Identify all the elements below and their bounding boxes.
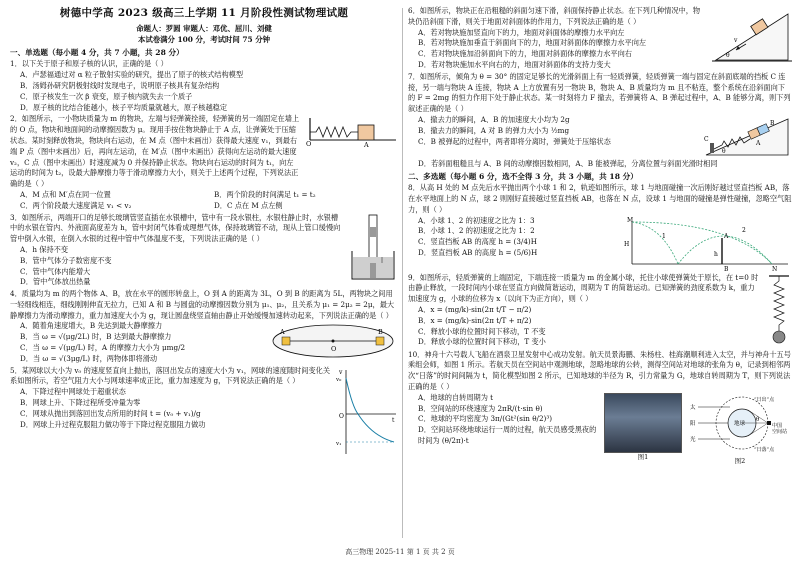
option-a: A．小球 1、2 的初速度之比为 1：3 (418, 215, 535, 225)
option-c: C．网球从抛出到落回出发点所用的时间 t = (v₀ + v₁)/g (20, 408, 201, 418)
option-d: D．释放小球的位置时间下移动，T 变小 (418, 337, 546, 347)
option-d: D．C 点在 M 点左侧 (214, 200, 283, 210)
option-c: C．B 被弹起的过程中，两者即将分离时，弹簧处于压缩状态 (418, 136, 611, 146)
label-b: B (770, 119, 775, 127)
option-c: C．若对物块施加沿斜面向下的力，地面对斜面体的摩擦力水平向右 (418, 49, 632, 59)
label-theta: θ (722, 147, 726, 155)
label-space-station: 空间站 (772, 428, 788, 435)
option-b: B．两个阶段的时间满足 t₁ = t₂ (214, 189, 316, 199)
right-column (408, 6, 792, 467)
label-c: C (704, 135, 709, 143)
option-a: A．地球的自转周期为 t (418, 392, 494, 402)
question-4 (10, 289, 398, 365)
label-sun: 太 (690, 404, 696, 411)
label-o: O (306, 140, 312, 149)
question-stem: 2．如图所示，一小物块质量为 m 的物块，左端与轻弹簧拴接，轻弹簧的另一端固定在墙上的 O 点，物块和地面间的动摩擦因数为 μ。现用手按住物块静止于 A 点，让弹簧处于压缩状态。某时刻释放物块，物块向右运动，在 M 点（图中未画出）获得最大速度 v₁，到最右端 P 点（图中未画出）后，再向左运动，在 M′点（图中未画出）获得向左运动的最大速度 v₂，C 点（图中未画出）时速度减为 0 并保持静止状态。物块向右运动的时间为 t₁，向左运动的时间为 t₂，设最大静摩擦力等于滑动摩擦力大小，则关于上述两个过程，下列说法正确的是（ ） (10, 114, 300, 189)
label-ball-1: 1 (662, 232, 666, 240)
question-2 (10, 114, 398, 211)
option-c: C．管中气体内能增大 (20, 266, 91, 276)
question-9 (408, 273, 792, 349)
option-b: B．管中气体分子数密度不变 (20, 255, 112, 265)
spring-block-figure (306, 114, 398, 148)
option-d: D．网球上升过程克服阻力做功等于下降过程克服阻力做功 (20, 419, 206, 429)
label-sunset-point: “日落”点 (754, 446, 775, 453)
question-3 (10, 213, 398, 289)
left-column (10, 6, 398, 459)
option-a: A．撤去力的瞬间，A、B 的加速度大小均为 2g (418, 114, 570, 124)
question-1 (10, 59, 398, 113)
option-a: A．x = (mg/k)·sin(2π t/T − π/2) (418, 304, 532, 314)
label-v: v (734, 37, 738, 44)
label-v1: v₁ (336, 440, 342, 447)
option-b: B．若对物块施加垂直于斜面向下的力，地面对斜面体的摩擦力水平向左 (418, 38, 647, 48)
column-divider (402, 8, 403, 538)
option-d: D．原子核的比结合能越小，核子平均质量就越大，原子核越稳定 (20, 102, 228, 112)
question-stem: 5．某网球以大小为 v₀ 的速度竖直向上抛出，落回出发点的速度大小为 v₁，网球的速度随时间变化关系如图所示，若空气阻力大小与网球速率成正比，重力加速度为 g，下列说法正确的是（ ） (10, 365, 331, 386)
option-a: A．随着角速度增大，B 先达到最大静摩擦力 (20, 321, 163, 331)
spring-ball-figure (766, 273, 792, 349)
label-n: N (772, 265, 778, 272)
figure-2-caption: 图2 (734, 456, 746, 465)
incline-spring-figure (702, 115, 792, 159)
figure-2 (688, 393, 792, 467)
question-stem: 3．如图所示，两端开口的足够长玻璃管竖直插在水银槽中，管中有一段水银柱，水银柱静止时，水银槽中的水银在管内、外液面高度差为 h，管中封闭气体看成理想气体，保持玻璃管不动，现从上管口缓慢向管中倒入水银，在倒入水银的过程中管中气体温度不变，下列说法正确的是（ ） (10, 212, 341, 244)
label-theta: θ (726, 52, 730, 59)
question-stem: 10．神舟十六号载人飞船在酒泉卫星发射中心成功发射。航天员景海鹏、朱杨柱、桂海潮顺利进入太空，并与神舟十五号乘组会师，如图 1 所示。若航天员在空间站中观测地球，忽略地球的公转，测得空间站对地球的张角为 θ，记录到相邻两次“日落”的时间间隔为 t，简化模型如图 2 所示，已知地球的半径为 R，引力常量为 G，地球自转周期为 T，则下列说法正确的是（ ） (408, 349, 791, 391)
option-b: B．网球上升、下降过程所受冲量为零 (20, 398, 141, 408)
question-5 (10, 366, 398, 458)
option-b: B．撤去力的瞬间，A 对 B 的弹力大小为 ½mg (418, 125, 570, 135)
option-d: D．当 ω = √(3μg/L) 时，两物体即将滑动 (20, 353, 158, 363)
question-6 (408, 6, 792, 71)
label-m: M (627, 216, 634, 224)
question-7 (408, 72, 792, 170)
question-stem: 1．以下关于原子和原子核的认识，正确的是（ ） (10, 59, 168, 69)
option-d: D．竖直挡板 AB 的高度 h = (5/6)H (418, 247, 538, 257)
question-stem: 9．如图所示，轻质弹簧的上端固定，下端连接一质量为 m 的金属小球，托住小球使弹簧处于原长，在 t=0 时由静止释放，一段时间内小球在竖直方向做简谐运动，周期为 T 的简谐运动。已知弹簧的劲度系数为 k，重力加速度为 g，小球的位移为 x（以向下为正方向），则（ ） (408, 272, 759, 304)
option-c: C．竖直挡板 AB 的高度 h = (3/4)H (418, 237, 537, 247)
turntable-figure (268, 321, 398, 361)
exam-byline: 命题人：罗圆 审题人：邓优、屈川、刘健 (136, 23, 272, 33)
option-c: C．当 ω = √(μg/L) 时，A 的摩擦力大小为 μmg/2 (20, 343, 186, 353)
option-b: B．空间站的环绕速度为 2πR/(t·sin θ) (418, 403, 543, 413)
figure-1 (604, 393, 682, 463)
option-a: A．下降过程中网球处于超重状态 (20, 387, 126, 397)
label-ball-2: 2 (742, 226, 746, 234)
label-china: 中国 (772, 422, 783, 429)
exam-info: 本试卷满分 100 分，考试时间 75 分钟 (137, 34, 271, 44)
section-single-choice: 一、单选题（每小题 4 分，共 7 小题，共 28 分） (10, 47, 184, 57)
question-stem: 7．如图所示，倾角为 θ = 30° 的固定足够长的光滑斜面上有一轻质弹簧，轻质弹簧一端与固定在斜面底端的挡板 C 连接，另一端与物块 A 连接，物块 A 上方放置有另一物块 B，物块 A、B 质量均为 m 且不粘连，整个系统在沿斜面向下的 F = 2mg 的恒力作用下处于静止状态。某一时刻将力 F 撤去，若弹簧将 A、B 弹起过程中，A、B 能够分离，则下列叙述正确的是（ ） (408, 71, 791, 114)
label-a: A (364, 141, 369, 149)
option-b: B．小球 1、2 的初速度之比为 1：2 (418, 226, 535, 236)
label-a: A (724, 232, 729, 240)
label-a: A (280, 328, 285, 337)
orbit-diagram (688, 393, 792, 453)
option-a: A．若对物块施加竖直向下的力，地面对斜面体的摩擦力水平向左 (418, 27, 625, 37)
label-theta: θ (756, 416, 760, 423)
option-c: C．两个阶段最大速度满足 v₁ < v₂ (20, 200, 132, 210)
option-b: B．x = (mg/k)·sin(2π t/T + π/2) (418, 315, 532, 325)
option-a: A．M 点和 M′点在同一位置 (20, 189, 111, 199)
label-o: O (331, 345, 337, 354)
option-d: D．若对物块施加水平向右的力，地面对斜面体的支持力变大 (418, 59, 611, 69)
figure-1-caption: 图1 (637, 452, 649, 461)
label-b: B (378, 328, 383, 337)
label-light: 光 (690, 436, 696, 443)
label-t: t (392, 416, 395, 424)
option-c: C．原子核发生一次 β 衰变，原子核内就失去一个质子 (20, 91, 193, 101)
label-earth: 地球 (734, 420, 746, 427)
option-c: C．释放小球的位置时间下移动，T 不变 (418, 326, 546, 336)
option-a: A．h 保持不变 (20, 244, 69, 254)
option-d: D．管中气体放出热量 (20, 277, 91, 287)
label-b: B (724, 265, 729, 272)
label-v0: v₀ (336, 376, 342, 383)
mercury-tube-figure (348, 213, 398, 283)
option-a: A．卢瑟福通过对 α 粒子散射实验的研究，提出了原子的核式结构模型 (20, 70, 244, 80)
label-h-big: H (624, 240, 630, 248)
option-b: B．汤姆孙研究阴极射线时发现电子，说明原子核具有复杂结构 (20, 80, 220, 90)
option-d: D．空间站环绕地球运行一周的过程，航天员感受黑夜的时间为 (θ/2π)·t (418, 425, 597, 445)
question-10 (408, 350, 792, 467)
label-yang: 阳 (690, 420, 696, 427)
astronaut-photo (604, 393, 682, 453)
projectile-figure (622, 216, 792, 272)
label-a: A (756, 139, 761, 147)
section-multiple-choice: 二、多选题（每小题 6 分，选不全得 3 分，共 3 小题，共 18 分） (408, 171, 638, 181)
label-origin: O (339, 412, 344, 420)
question-stem: 4．质量均为 m 的两个物体 A、B，放在水平的圆形转盘上，O 到 A 的距离为 3L，O 到 B 的距离为 5L，两物块之间用一轻细线相连，细线刚刚伸直无拉力，已知 A 和 B 与圆盘的动摩擦因数分别为 μ₁、μ₂，且关系为 μ₁ = 2μ₂ = 2μ，最大静摩擦力为滑动摩擦力，重力加速度大小为 g，现让圆盘绕竖直轴由静止开始缓慢加速转动起来，下列说法正确的是（ ） (10, 289, 395, 320)
exam-title: 树德中学高 2023 级高三上学期 11 月阶段性测试物理试题 (59, 7, 349, 19)
velocity-time-graph (336, 366, 398, 458)
question-8 (408, 183, 792, 271)
option-c: C．地球的平均密度为 3π/(Gt²(sin θ/2)³) (418, 414, 553, 424)
label-sunrise-point: “日出”点 (754, 396, 775, 403)
label-v: v (339, 368, 343, 376)
page-footer: 高三物理 2025-11 第 1 页 共 2 页 (345, 547, 455, 556)
question-stem: 6．如图所示，物块正在沿粗糙的斜面匀速下滑，斜面保持静止状态。在下列几种情况中，物块仍沿斜面下滑，则关于地面对斜面体的作用力，下列说法正确的是（ ） (408, 6, 701, 26)
option-d: D．若斜面粗糙且与 A、B 间的动摩擦因数相同，A、B 能被弹起，分离位置与斜面光滑时相同 (418, 158, 718, 168)
incline-block-figure (712, 6, 792, 66)
option-b: B．当 ω = √(μg/2L) 时，B 达到最大静摩擦力 (20, 332, 172, 342)
question-stem: 8．从高 H 处的 M 点先后水平抛出两个小球 1 和 2，轨迹如图所示，球 1 与地面碰撞一次后刚好越过竖直挡板 AB，落在水平地面上的 N 点，球 2 则刚好直接越过竖直挡板 AB，也落在 N 点，设球 1 与地面的碰撞是弹性碰撞，忽略空气阻力，则（ ） (408, 183, 792, 214)
label-h-small: h (714, 250, 718, 258)
